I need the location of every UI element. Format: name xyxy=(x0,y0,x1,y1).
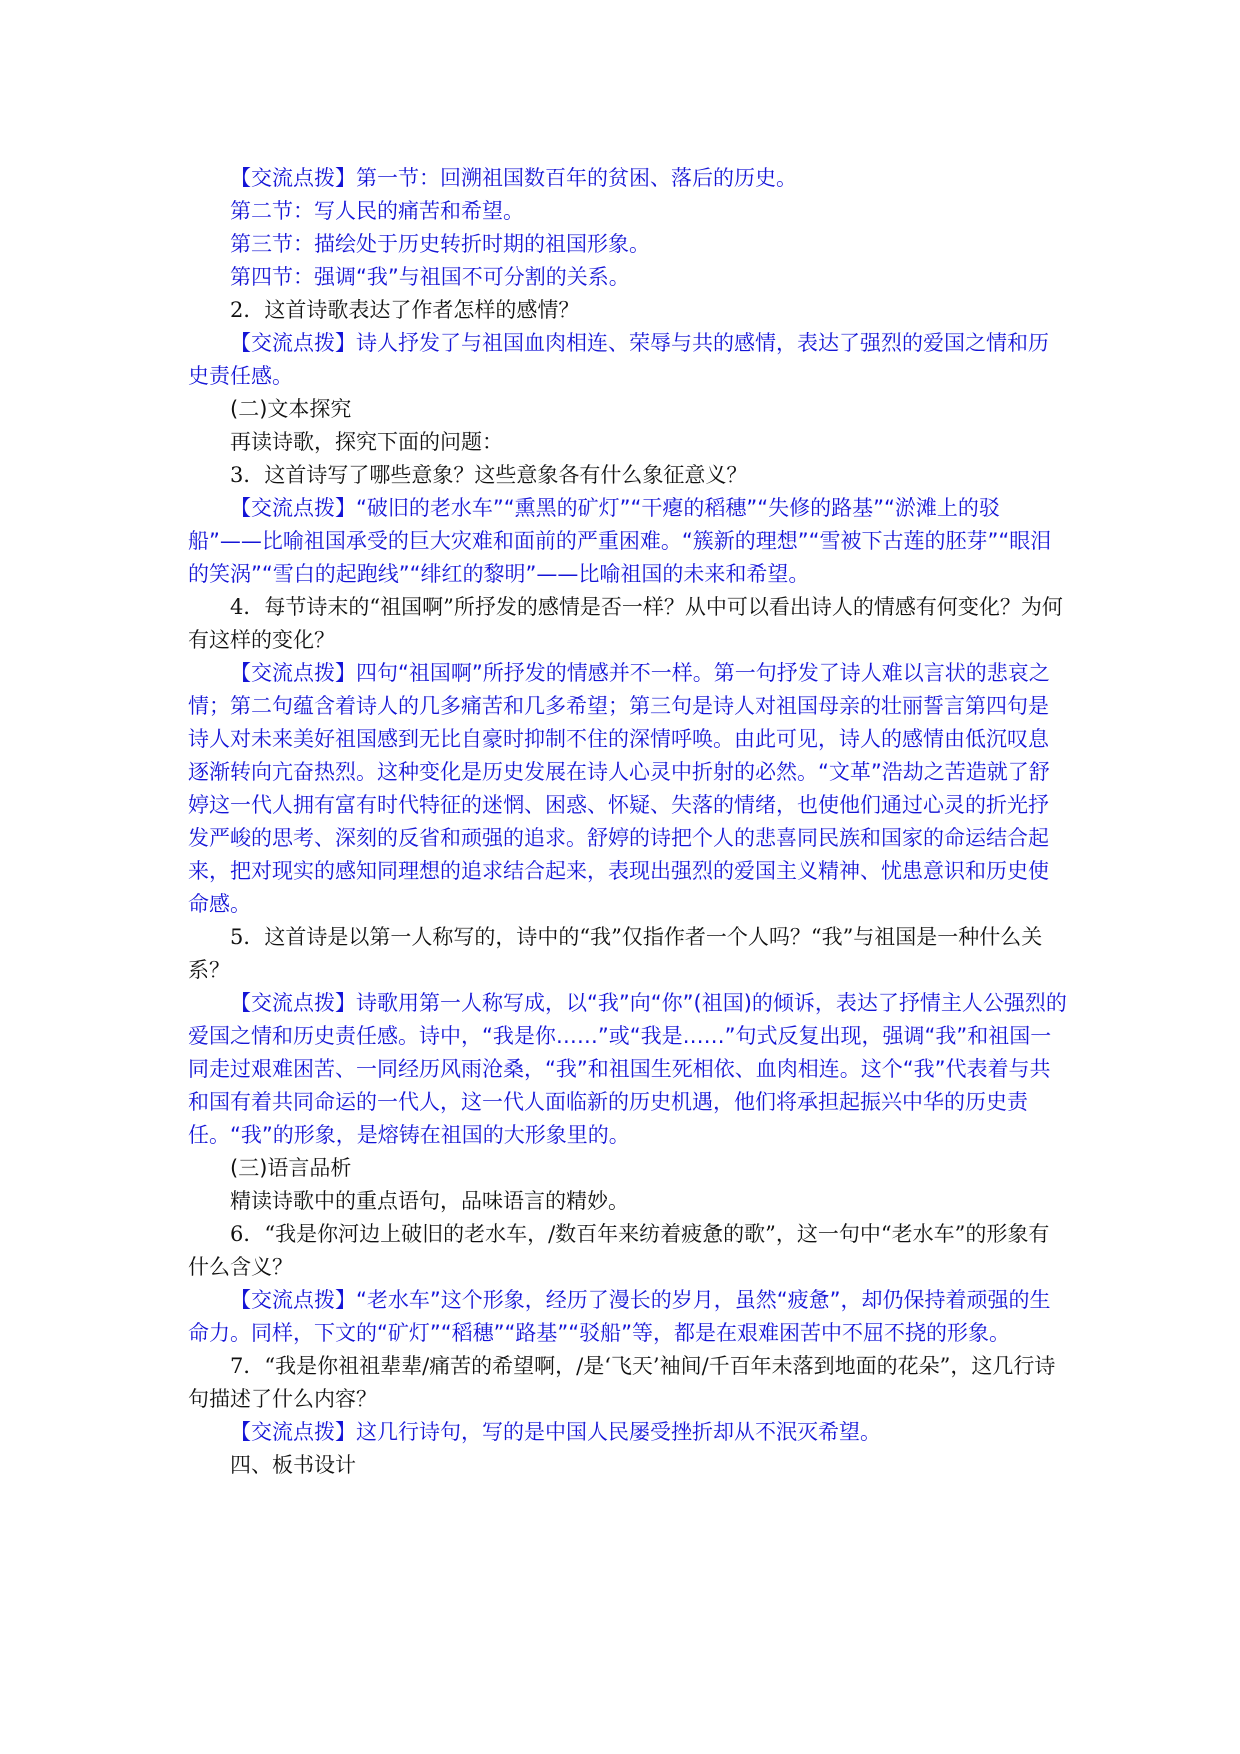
answer-paragraph: 【交流点拨】诗人抒发了与祖国血肉相连、荣辱与共的感情，表达了强烈的爱国之情和历史责任感。 xyxy=(188,331,1049,388)
question-paragraph: 5．这首诗是以第一人称写的，诗中的“我”仅指作者一个人吗？“我”与祖国是一种什么关系？ xyxy=(188,925,1043,982)
answer-paragraph: 第二节：写人民的痛苦和希望。 xyxy=(230,199,524,223)
answer-paragraph: 第四节：强调“我”与祖国不可分割的关系。 xyxy=(230,265,630,289)
answer-paragraph: 【交流点拨】“破旧的老水车”“熏黑的矿灯”“干瘪的稻穗”“失修的路基”“淤滩上的驳船”——比喻祖国承受的巨大灾难和面前的严重困难。“簇新的理想”“雪被下古莲的胚芽”“眼泪的笑涡”“雪白的起跑线”“绯红的黎明”——比喻祖国的未来和希望。 xyxy=(188,496,1052,586)
answer-paragraph: 【交流点拨】第一节：回溯祖国数百年的贫困、落后的历史。 xyxy=(230,166,797,190)
question-paragraph: 4．每节诗末的“祖国啊”所抒发的感情是否一样？从中可以看出诗人的情感有何变化？为何有这样的变化？ xyxy=(188,595,1063,652)
instruction-paragraph: 再读诗歌，探究下面的问题： xyxy=(230,430,503,454)
question-paragraph: 6．“我是你河边上破旧的老水车，/数百年来纺着疲惫的歌”，这一句中“老水车”的形象有什么含义？ xyxy=(188,1222,1050,1279)
answer-paragraph: 第三节：描绘处于历史转折时期的祖国形象。 xyxy=(230,232,650,256)
question-paragraph: 3．这首诗写了哪些意象？这些意象各有什么象征意义？ xyxy=(230,463,748,487)
question-paragraph: 2．这首诗歌表达了作者怎样的感情？ xyxy=(230,298,580,322)
section-heading: (二)文本探究 xyxy=(230,397,352,421)
document-page xyxy=(188,162,1068,1482)
question-paragraph: 7．“我是你祖祖辈辈/痛苦的希望啊，/是‘飞天’袖间/千百年未落到地面的花朵”，这几行诗句描述了什么内容？ xyxy=(188,1354,1056,1411)
answer-paragraph: 【交流点拨】“老水车”这个形象，经历了漫长的岁月，虽然“疲惫”，却仍保持着顽强的生命力。同样，下文的“矿灯”“稻穗”“路基”“驳船”等，都是在艰难困苦中不屈不挠的形象。 xyxy=(188,1288,1051,1345)
section-heading: 四、板书设计 xyxy=(230,1453,356,1477)
answer-paragraph: 【交流点拨】这几行诗句，写的是中国人民屡受挫折却从不泯灭希望。 xyxy=(230,1420,881,1444)
section-heading: (三)语言品析 xyxy=(230,1156,352,1180)
answer-paragraph: 【交流点拨】四句“祖国啊”所抒发的情感并不一样。第一句抒发了诗人难以言状的悲哀之情；第二句蕴含着诗人的几多痛苦和几多希望；第三句是诗人对祖国母亲的壮丽誓言第四句是诗人对未来美好祖国感到无比自豪时抑制不住的深情呼唤。由此可见，诗人的感情由低沉叹息逐渐转向亢奋热烈。这种变化是历史发展在诗人心灵中折射的必然。“文革”浩劫之苦造就了舒婷这一代人拥有富有时代特征的迷惘、困惑、怀疑、失落的情绪，也使他们通过心灵的折光抒发严峻的思考、深刻的反省和顽强的追求。舒婷的诗把个人的悲喜同民族和国家的命运结合起来，把对现实的感知同理想的追求结合起来，表现出强烈的爱国主义精神、忧患意识和历史使命感。 xyxy=(188,661,1050,916)
answer-paragraph: 【交流点拨】诗歌用第一人称写成，以“我”向“你”(祖国)的倾诉，表达了抒情主人公强烈的爱国之情和历史责任感。诗中，“我是你……”或“我是……”句式反复出现，强调“我”和祖国一同走过艰难困苦、一同经历风雨沧桑，“我”和祖国生死相依、血肉相连。这个“我”代表着与共和国有着共同命运的一代人，这一代人面临新的历史机遇，他们将承担起振兴中华的历史责任。“我”的形象，是熔铸在祖国的大形象里的。 xyxy=(188,991,1067,1147)
instruction-paragraph: 精读诗歌中的重点语句，品味语言的精妙。 xyxy=(230,1189,629,1213)
